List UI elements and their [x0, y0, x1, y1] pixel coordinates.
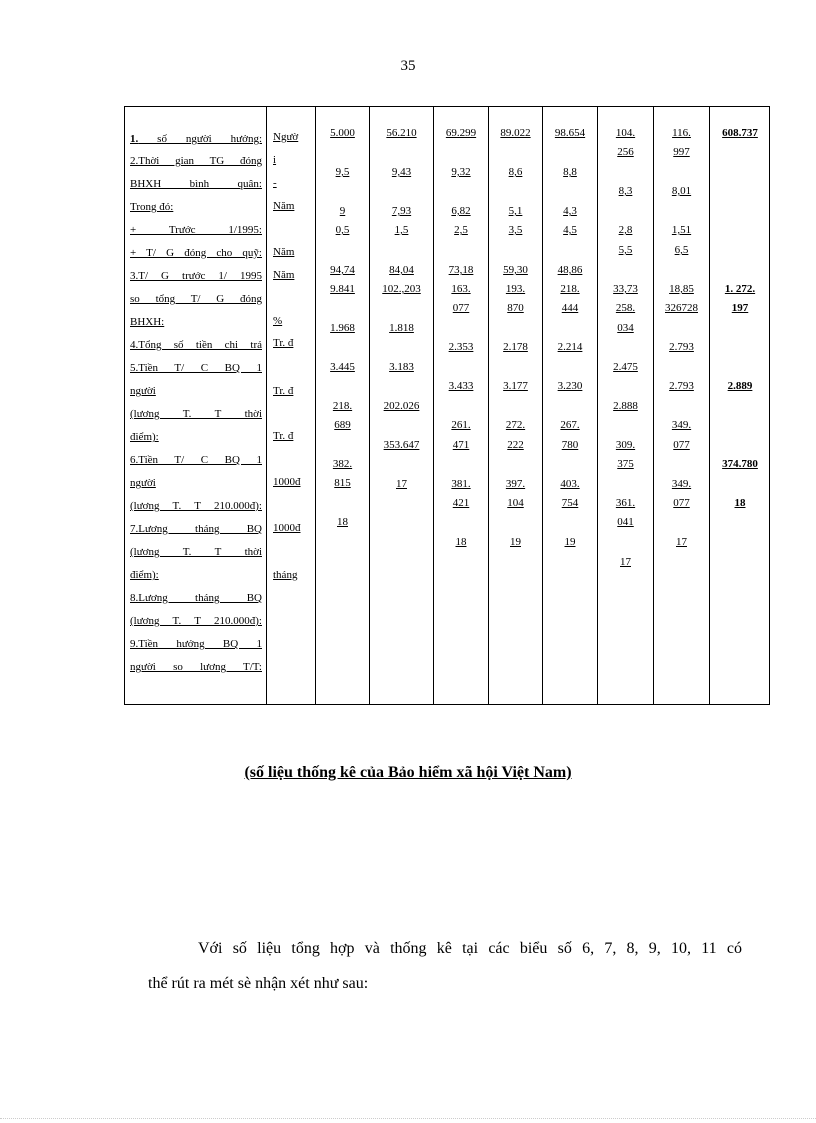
row-label: người: [130, 385, 156, 397]
row-label: người: [130, 477, 156, 489]
row-label: 6.Tiền T/ C BQ 1: [130, 454, 262, 466]
table-cell: 309.: [615, 439, 636, 451]
table-cell: 2.475: [613, 361, 638, 373]
page-bottom-rule: [0, 1118, 816, 1119]
row-label: (lương T. T thời: [130, 408, 262, 420]
row-unit: Tr. đ: [273, 430, 294, 442]
table-cell: 17: [396, 478, 407, 490]
paragraph-line-1: Với số liệu tổng hợp và thống kê tại các biểu số 6, 7, 8, 9, 10, 11 có: [198, 940, 742, 957]
table-cell: 267.: [560, 419, 580, 431]
table-cell: 2.214: [557, 341, 583, 353]
table-cell: 18: [734, 497, 746, 509]
table-cell: 4,3: [563, 205, 577, 217]
table-cell: 2,5: [454, 224, 468, 236]
table-cell: 9,5: [335, 166, 350, 178]
table-cell: 034: [617, 322, 634, 334]
table-cell: 261.: [451, 419, 471, 431]
table-cell: 69.299: [445, 127, 477, 139]
table-cell: 2.178: [503, 341, 528, 353]
table-cell: 374.780: [722, 458, 758, 470]
table-cell: 754: [561, 497, 579, 509]
table-cell: 5,5: [618, 244, 633, 256]
value-column-3: [434, 107, 489, 704]
table-cell: 444: [561, 302, 579, 314]
row-unit: Tr. đ: [273, 337, 294, 349]
table-cell: 8,3: [618, 185, 633, 197]
table-cell: 349.: [671, 419, 692, 431]
table-cell: 3.183: [389, 361, 414, 373]
table-cell: 6,5: [674, 244, 689, 256]
row-label: 4.Tổng số tiền chi trả: [130, 339, 262, 351]
value-column-7: [654, 107, 710, 704]
table-cell: 1.968: [330, 322, 355, 334]
table-cell: 2.793: [669, 380, 694, 392]
row-label: so tổng T/ G đóng: [130, 293, 262, 305]
table-cell: 8,6: [508, 166, 523, 178]
table-cell: 193.: [505, 283, 526, 295]
table-cell: 8,8: [563, 166, 577, 178]
table-cell: 471: [452, 439, 470, 451]
table-cell: 608.737: [722, 127, 758, 139]
table-cell: 17: [676, 536, 687, 548]
row-label: 1. số người hưởng:: [130, 133, 262, 145]
row-label: 5.Tiền T/ C BQ 1: [130, 362, 262, 374]
table-cell: 272.: [505, 419, 526, 431]
table-cell: 222: [507, 439, 524, 451]
table-cell: 689: [334, 419, 351, 431]
table-cell: 98.654: [554, 127, 586, 139]
table-cell: 94,74: [330, 264, 355, 276]
table-cell: 104.: [615, 127, 636, 139]
table-cell: 163.: [451, 283, 471, 295]
table-cell: 9: [339, 205, 346, 217]
table-cell: 381.: [451, 478, 471, 490]
table-cell: 353.647: [383, 439, 420, 451]
table-cell: 18: [337, 516, 348, 528]
table-cell: 258.: [615, 302, 636, 314]
row-label: (lương T. T 210.000đ):: [130, 500, 262, 512]
table-cell: 256: [617, 146, 634, 158]
row-label: Trong đó:: [130, 201, 174, 213]
row-label: điểm):: [130, 569, 159, 581]
row-unit: 1000đ: [273, 476, 301, 488]
table-cell: 116.: [672, 127, 691, 139]
table-cell: 5.000: [330, 127, 355, 139]
row-unit: i: [273, 154, 277, 166]
row-unit: %: [273, 315, 283, 327]
table-cell: 89.022: [500, 127, 531, 139]
row-label: 7.Lương tháng BQ: [130, 523, 262, 535]
value-column-2: [370, 107, 434, 704]
table-cell: 3.433: [448, 380, 474, 392]
table-cell: 0,5: [335, 224, 350, 236]
unit-column: [267, 107, 316, 704]
table-cell: 73,18: [448, 264, 474, 276]
statistics-table: [124, 106, 770, 705]
table-cell: 397.: [505, 478, 526, 490]
table-cell: 9.841: [330, 283, 355, 295]
table-cell: 1,51: [671, 224, 692, 236]
row-unit: tháng: [273, 569, 298, 581]
table-cell: 9,43: [391, 166, 412, 178]
table-cell: 104: [507, 497, 524, 509]
table-cell: 041: [617, 516, 634, 528]
table-cell: 1,5: [394, 224, 409, 236]
table-cell: 326728: [665, 302, 698, 314]
row-label: + T/ G đóng cho quỹ:: [130, 247, 262, 259]
table-cell: 19: [510, 536, 521, 548]
row-unit: 1000đ: [273, 522, 301, 534]
table-cell: 1. 272.: [724, 283, 756, 295]
row-unit: Năm: [273, 246, 295, 258]
row-label: điểm):: [130, 431, 159, 443]
table-cell: 077: [673, 439, 690, 451]
row-label: 9.Tiền hưởng BQ 1: [130, 638, 262, 650]
row-label: (lương T. T 210.000đ):: [130, 615, 262, 627]
table-cell: 48,86: [557, 264, 583, 276]
table-cell: 218.: [332, 400, 353, 412]
table-cell: 375: [617, 458, 634, 470]
table-cell: 077: [673, 497, 690, 509]
table-cell: 361.: [615, 497, 636, 509]
table-cell: 102.,203: [382, 283, 421, 295]
table-cell: 780: [561, 439, 579, 451]
table-cell: 077: [452, 302, 470, 314]
row-unit: Năm: [273, 200, 295, 212]
table-cell: 84,04: [389, 264, 414, 276]
row-unit: Tr. đ: [273, 385, 294, 397]
table-cell: 9,32: [451, 166, 471, 178]
table-cell: 59,30: [503, 264, 528, 276]
value-column-total: [710, 107, 770, 704]
table-cell: 403.: [560, 478, 580, 490]
table-cell: 7,93: [391, 205, 412, 217]
table-cell: 421: [452, 497, 470, 509]
row-unit: Ngườ: [273, 131, 299, 143]
table-cell: 56.210: [386, 127, 417, 139]
table-cell: 18,85: [669, 283, 694, 295]
table-cell: 33,73: [613, 283, 638, 295]
table-cell: 2.889: [727, 380, 753, 392]
table-cell: 1.818: [389, 322, 414, 334]
table-cell: 6,82: [451, 205, 471, 217]
table-cell: 870: [507, 302, 524, 314]
value-column-5: [543, 107, 598, 704]
table-cell: 2.888: [613, 400, 638, 412]
row-label: BHXH:: [130, 316, 165, 328]
value-column-1: [316, 107, 370, 704]
row-label: 3.T/ G trước 1/ 1995: [130, 270, 262, 282]
table-cell: 3.230: [557, 380, 583, 392]
table-cell: 17: [620, 556, 631, 568]
table-cell: 218.: [560, 283, 580, 295]
row-label: người so lương T/T:: [130, 661, 262, 673]
row-label: 2.Thời gian TG đóng: [130, 155, 262, 167]
table-cell: 19: [564, 536, 576, 548]
value-column-4: [489, 107, 543, 704]
table-cell: 997: [673, 146, 690, 158]
table-cell: 2.793: [669, 341, 694, 353]
table-cell: 2,8: [618, 224, 633, 236]
value-column-6: [598, 107, 654, 704]
row-label: + Trước 1/1995:: [130, 224, 262, 236]
label-column: [125, 107, 267, 704]
table-cell: 382.: [332, 458, 353, 470]
row-label: 8.Lương tháng BQ: [130, 592, 262, 604]
row-unit: -: [273, 177, 277, 189]
table-cell: 815: [334, 477, 351, 489]
table-cell: 3.445: [330, 361, 355, 373]
table-cell: 349.: [671, 478, 692, 490]
table-cell: 18: [455, 536, 467, 548]
table-cell: 197: [731, 302, 749, 314]
page-number: 35: [400, 58, 416, 74]
table-cell: 8,01: [671, 185, 692, 197]
row-label: (lương T. T thời: [130, 546, 262, 558]
table-cell: 4,5: [563, 224, 577, 236]
table-cell: 2.353: [448, 341, 474, 353]
table-caption: (số liệu thống kê của Bảo hiểm xã hội Việt Nam): [244, 764, 572, 781]
row-unit: Năm: [273, 269, 295, 281]
table-cell: 3,5: [508, 224, 523, 236]
table-cell: 5,1: [508, 205, 523, 217]
paragraph-line-2: thể rút ra mét sè nhận xét như sau:: [148, 975, 369, 992]
table-cell: 202.026: [383, 400, 420, 412]
row-label: BHXH bình quân:: [130, 178, 262, 190]
table-cell: 3.177: [503, 380, 528, 392]
